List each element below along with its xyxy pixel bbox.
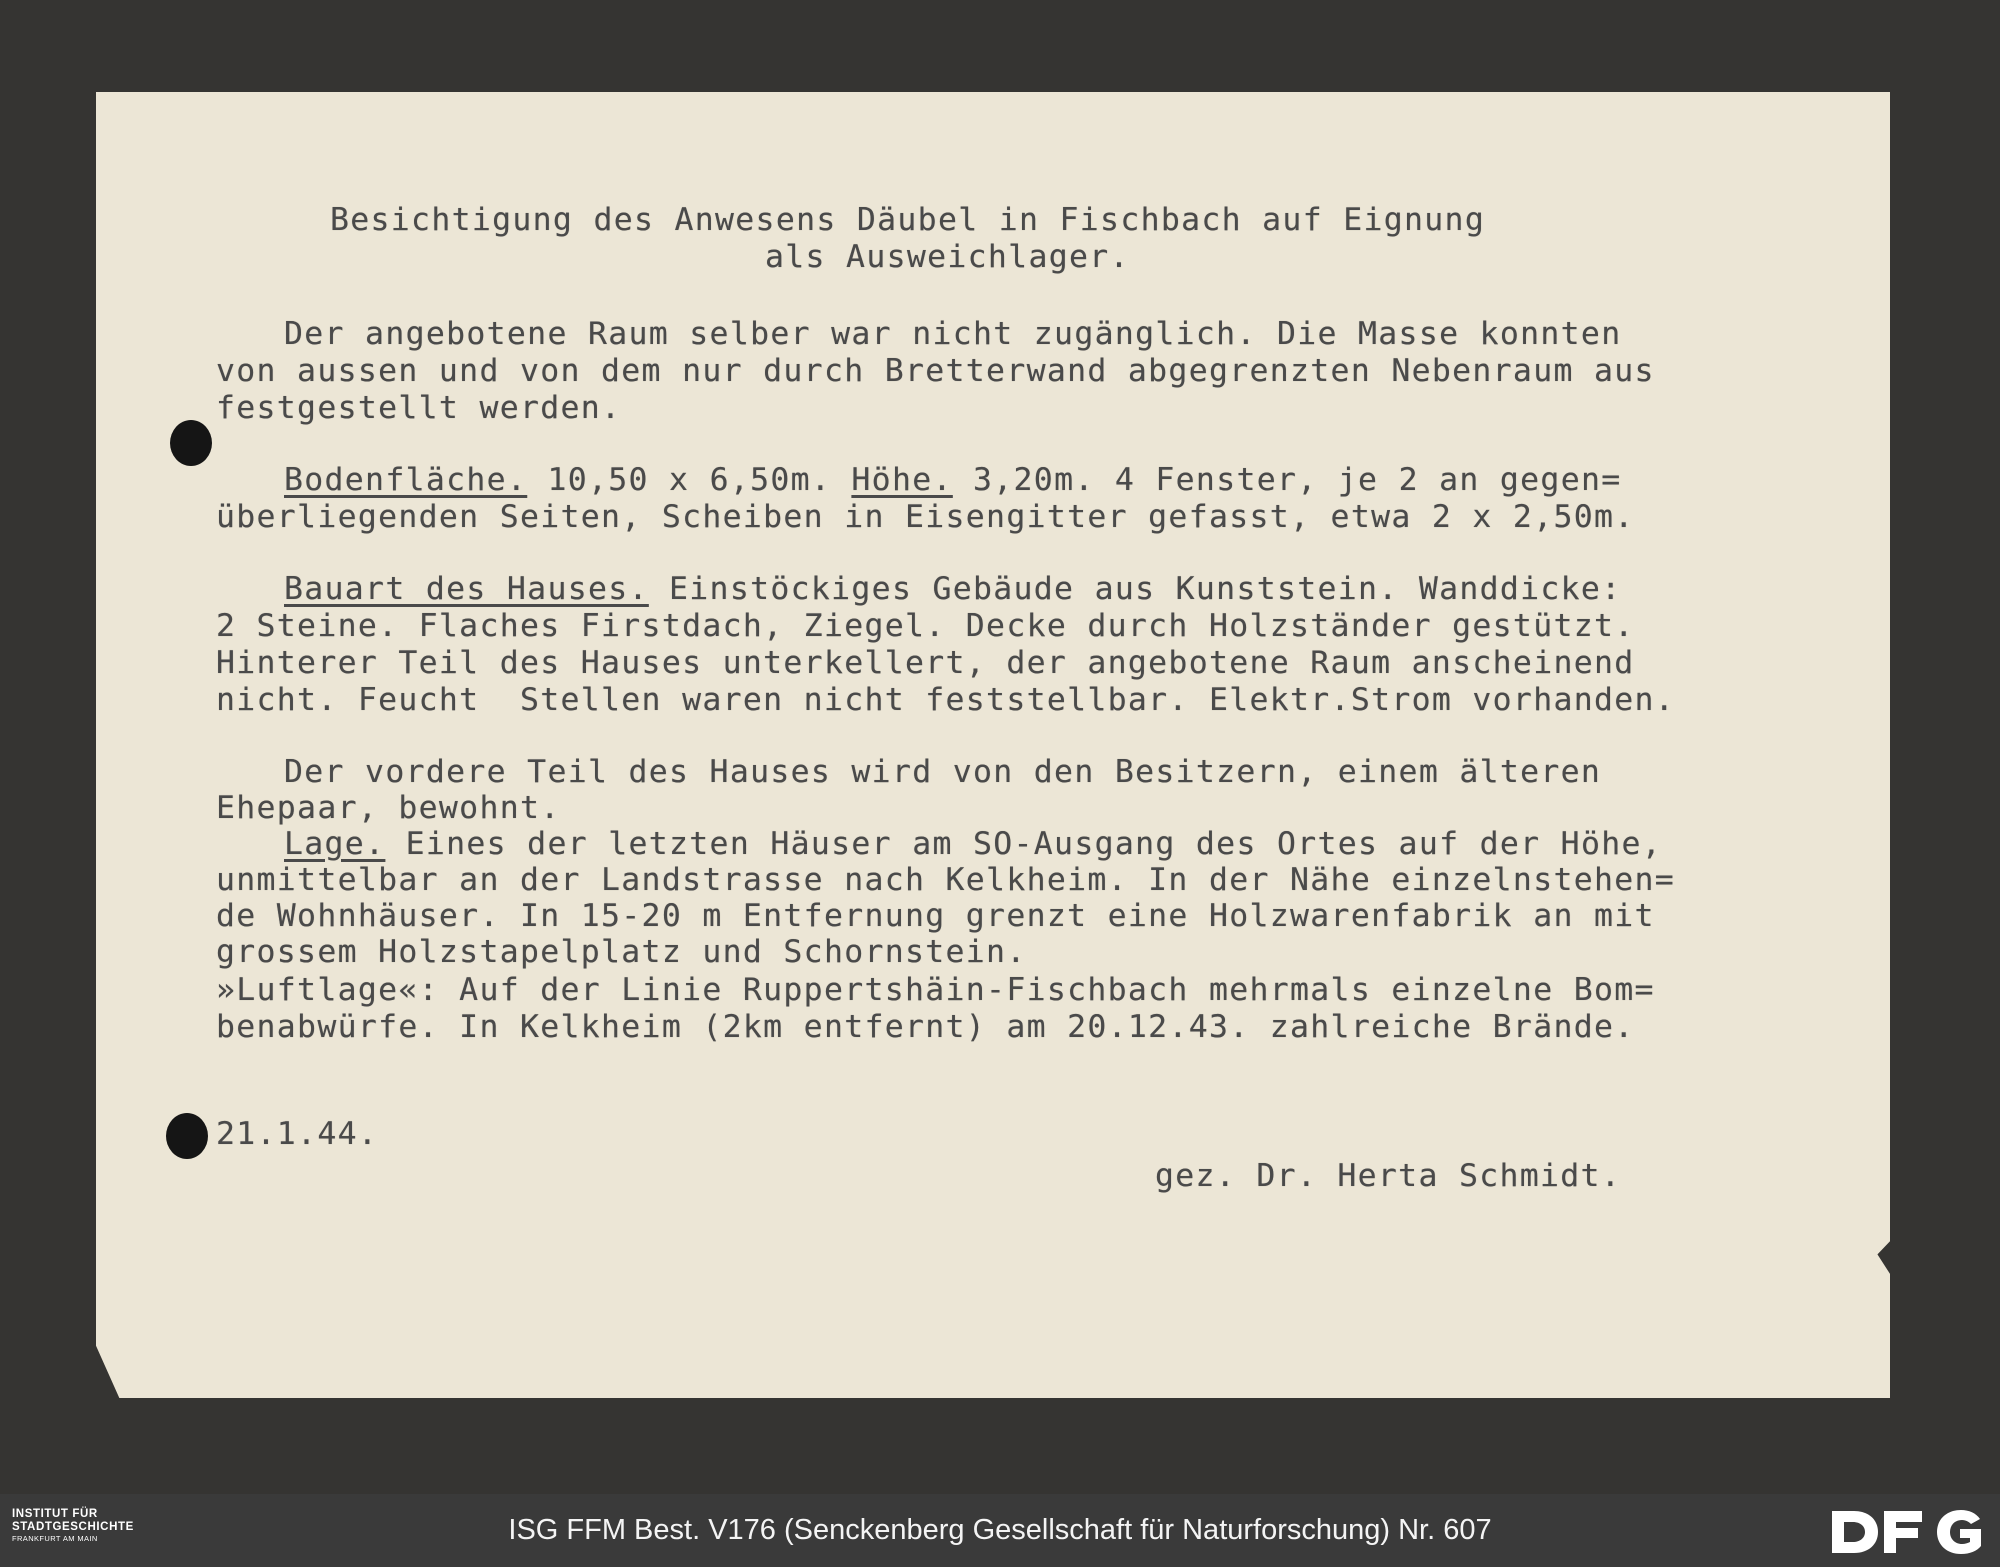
document-title-line-2: als Ausweichlager. <box>765 239 1130 275</box>
archive-footer <box>0 1494 2000 1567</box>
paragraph-3-line-1 <box>284 571 1621 608</box>
floor-area-label: Bodenfläche. <box>284 462 528 498</box>
paragraph-5-line-5: »Luftlage«: Auf der Linie Ruppertshäin-Fischbach mehrmals einzelne Bom= <box>216 972 1655 1008</box>
institute-logo-line-1: INSTITUT FÜR <box>12 1508 98 1520</box>
floor-area-value: 10,50 x 6,50m. <box>527 462 852 498</box>
construction-text: Einstöckiges Gebäude aus Kunststein. Wanddicke: <box>648 571 1622 607</box>
punch-hole-bottom <box>166 1113 208 1159</box>
location-text: Eines der letzten Häuser am SO-Ausgang des Ortes auf der Höhe, <box>385 826 1662 862</box>
dfg-logo <box>1828 1505 1984 1559</box>
paragraph-3-line-2: 2 Steine. Flaches Firstdach, Ziegel. Decke durch Holzständer gestützt. <box>216 608 1635 644</box>
document-date: 21.1.44. <box>216 1116 379 1152</box>
paragraph-1-line-1: Der angebotene Raum selber war nicht zugänglich. Die Masse konnten <box>284 316 1622 352</box>
punch-hole-top <box>170 420 212 466</box>
dfg-logo-g <box>1937 1510 1981 1554</box>
archive-caption: ISG FFM Best. V176 (Senckenberg Gesellschaft für Naturforschung) Nr. 607 <box>508 1514 1492 1546</box>
paragraph-2-line-1 <box>284 462 1621 499</box>
document-paper <box>96 92 1890 1398</box>
height-label: Höhe. <box>851 462 953 498</box>
height-value: 3,20m. 4 Fenster, je 2 an gegen= <box>952 462 1622 498</box>
paragraph-5-line-1 <box>284 826 1662 863</box>
paragraph-4-line-1: Der vordere Teil des Hauses wird von den Besitzern, einem älteren <box>284 754 1602 790</box>
paragraph-1-line-3: festgestellt werden. <box>216 390 622 426</box>
paragraph-5-line-6: benabwürfe. In Kelkheim (2km entfernt) am 20.12.43. zahlreiche Brände. <box>216 1009 1635 1045</box>
paragraph-5-line-2: unmittelbar an der Landstrasse nach Kelkheim. In der Nähe einzelnstehen= <box>216 862 1676 898</box>
location-label: Lage. <box>284 826 386 862</box>
paragraph-3-line-4: nicht. Feucht Stellen waren nicht feststellbar. Elektr.Strom vorhanden. <box>216 682 1676 718</box>
dfg-logo-d <box>1832 1511 1878 1553</box>
construction-label: Bauart des Hauses. <box>284 571 649 607</box>
paragraph-5-line-3: de Wohnhäuser. In 15-20 m Entfernung grenzt eine Holzwarenfabrik an mit <box>216 898 1655 934</box>
document-title-line-1: Besichtigung des Anwesens Däubel in Fischbach auf Eignung <box>330 202 1486 238</box>
institute-logo-line-3: FRANKFURT AM MAIN <box>12 1534 98 1543</box>
paragraph-2-line-2: überliegenden Seiten, Scheiben in Eisengitter gefasst, etwa 2 x 2,50m. <box>216 499 1635 535</box>
paragraph-4-line-2: Ehepaar, bewohnt. <box>216 790 561 826</box>
paragraph-1-line-2: von aussen und von dem nur durch Bretterwand abgegrenzten Nebenraum aus <box>216 353 1655 389</box>
signature-line: gez. Dr. Herta Schmidt. <box>1155 1158 1622 1194</box>
paragraph-5-line-4: grossem Holzstapelplatz und Schornstein. <box>216 934 1027 970</box>
institute-logo-line-2: STADTGESCHICHTE <box>12 1521 134 1533</box>
paragraph-3-line-3: Hinterer Teil des Hauses unterkellert, der angebotene Raum anscheinend <box>216 645 1635 681</box>
dfg-logo-f <box>1884 1511 1922 1553</box>
